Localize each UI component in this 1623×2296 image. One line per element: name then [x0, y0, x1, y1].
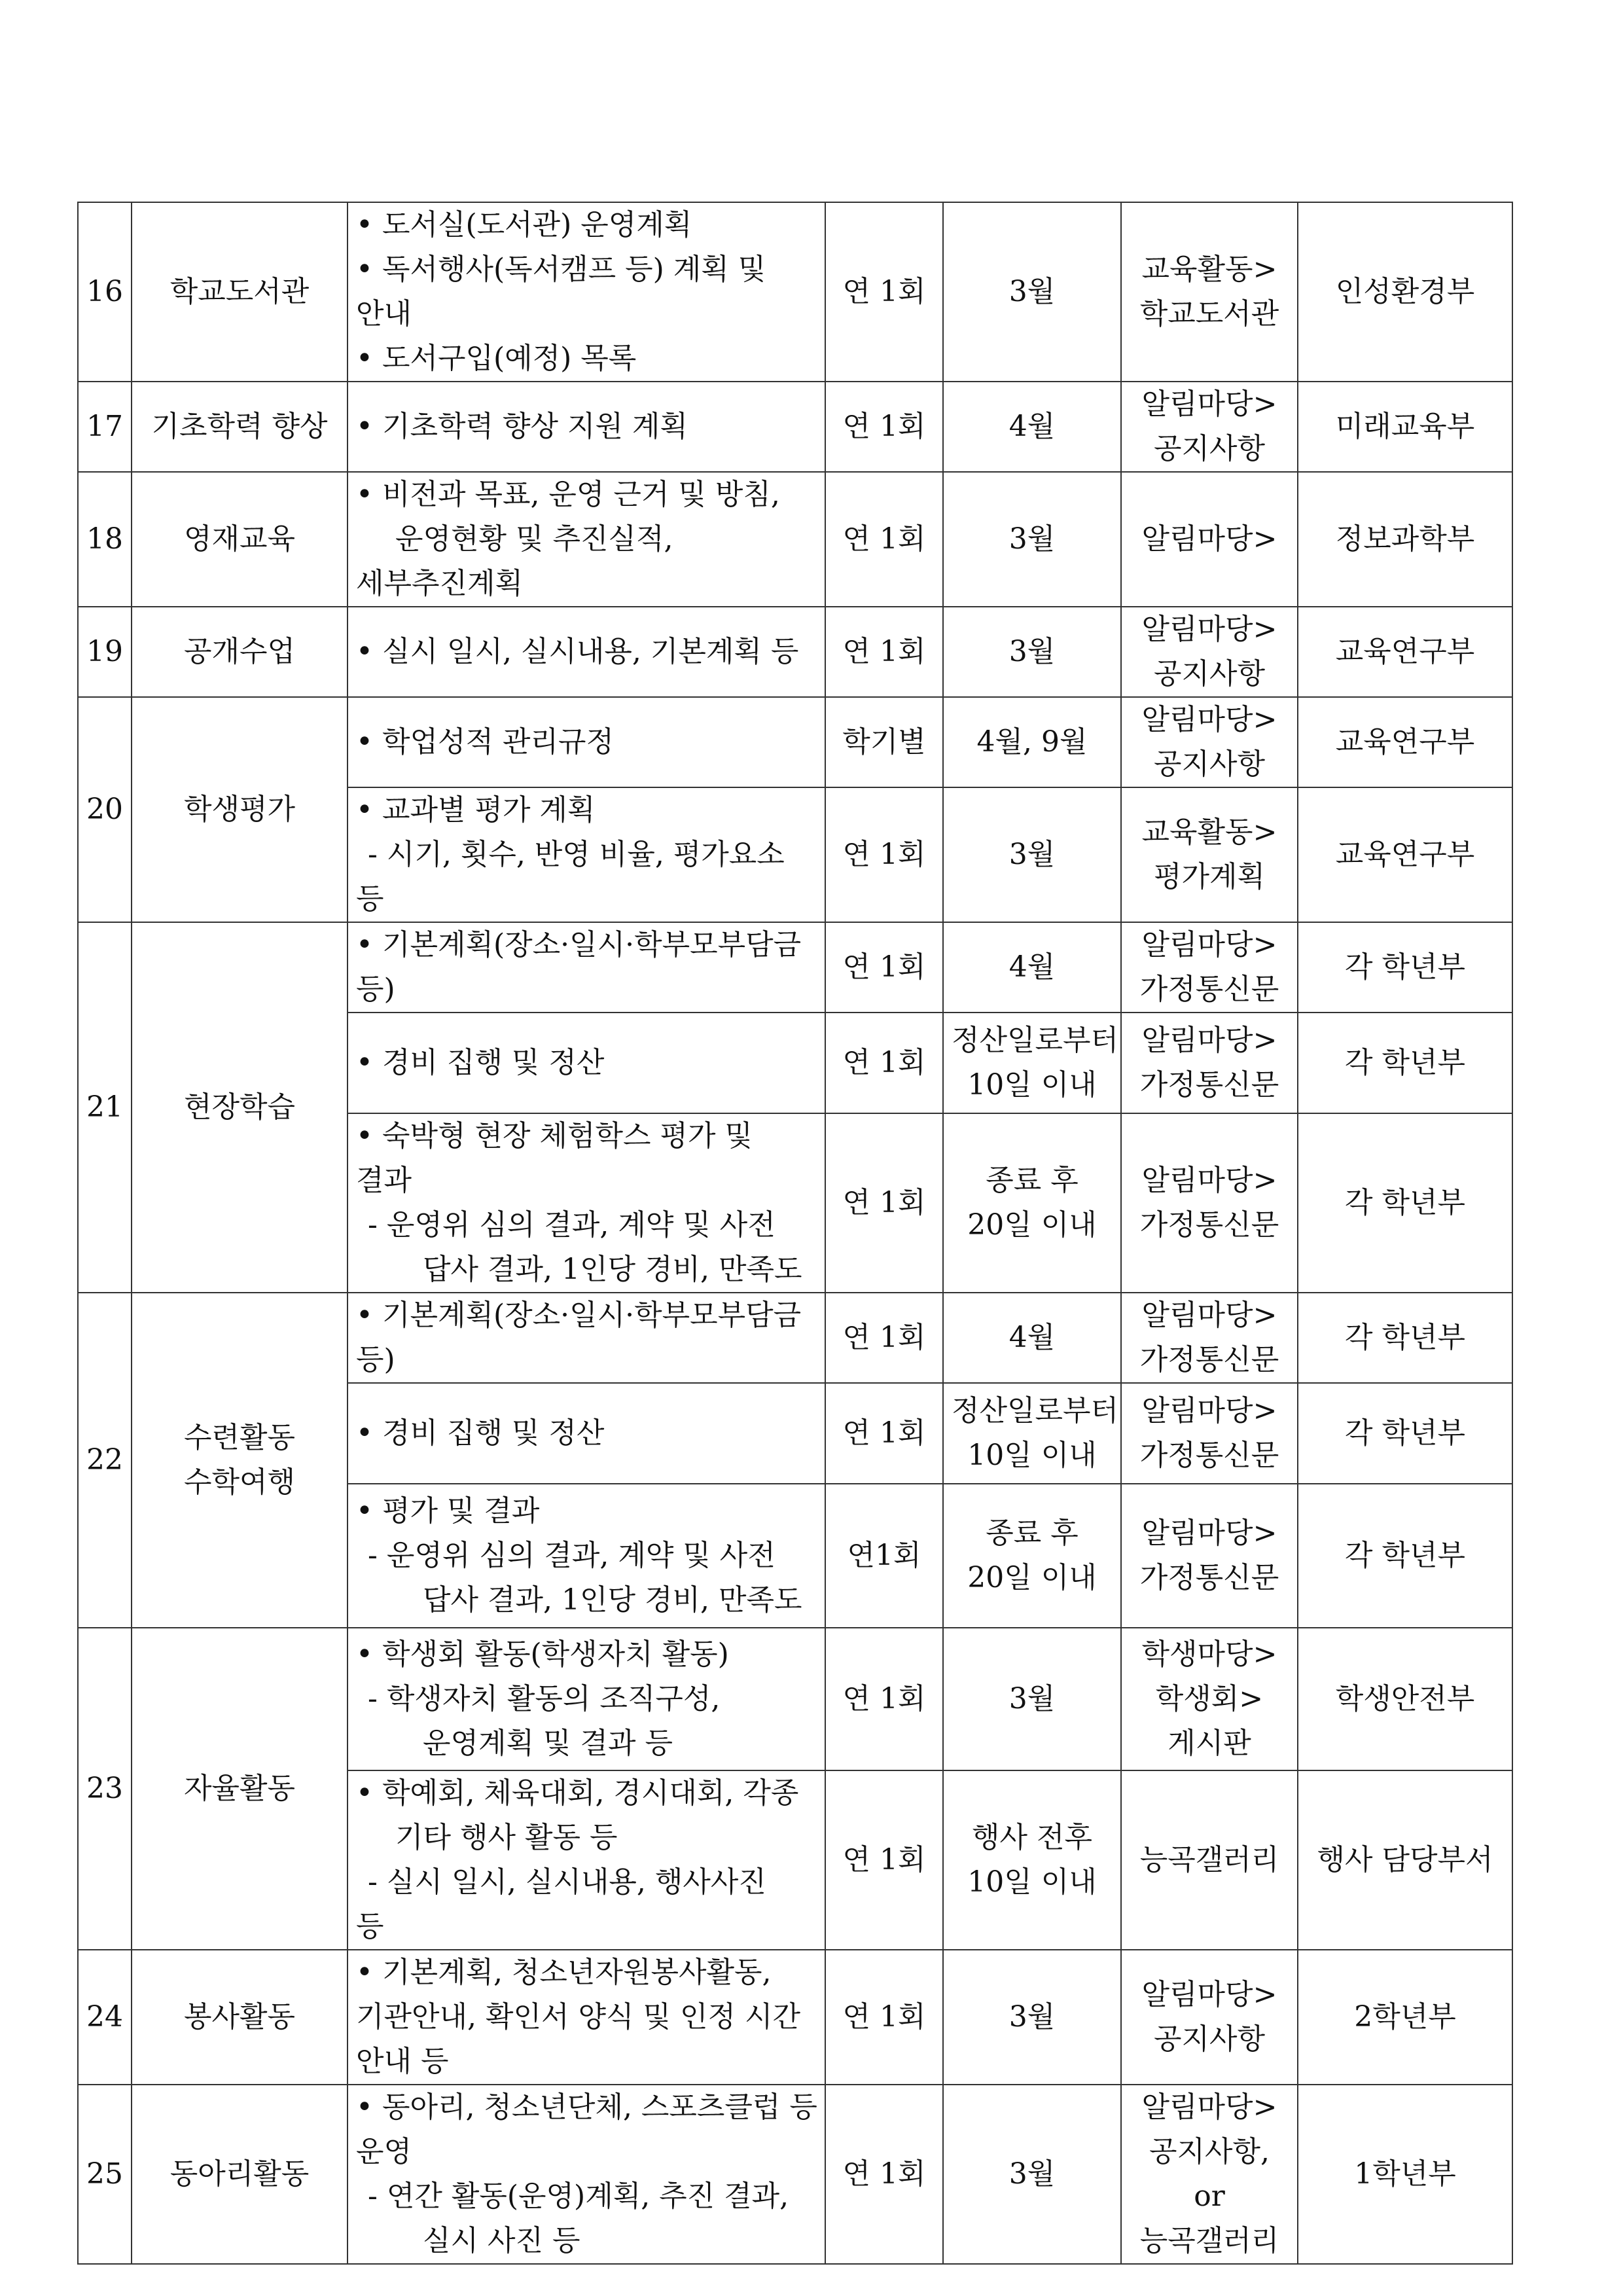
disclosure-content-line: - 시기, 횟수, 반영 비율, 평가요소: [368, 838, 785, 871]
item-number: 21: [78, 922, 132, 1293]
disclosure-content-line: 등: [356, 1910, 384, 1943]
disclosure-content-line: • 경비 집행 및 정산: [356, 1046, 605, 1079]
disclosure-content-line: 답사 결과, 1인당 경비, 만족도: [423, 1583, 802, 1617]
disclosure-timing: [943, 1770, 1121, 1950]
responsible-department: 교육연구부: [1298, 607, 1512, 697]
posting-location: [1121, 382, 1298, 472]
posting-location-line: 가정통신문: [1139, 1439, 1279, 1472]
responsible-department: 교육연구부: [1298, 697, 1512, 787]
disclosure-content-line: • 경비 집행 및 정산: [356, 1416, 605, 1450]
disclosure-content-line: 운영현황 및 추진실적,: [395, 522, 673, 556]
disclosure-content-line: 등): [356, 1343, 395, 1376]
posting-location-line: or: [1194, 2179, 1225, 2213]
table-row: [78, 1950, 1512, 2085]
disclosure-timing: [943, 1484, 1121, 1628]
posting-location: [1121, 1113, 1298, 1293]
disclosure-content-line: • 기본계획, 청소년자원봉사활동,: [356, 1956, 772, 1989]
posting-location-line: 능곡갤러리: [1139, 1843, 1279, 1876]
posting-location-line: 가정통신문: [1139, 1208, 1279, 1242]
disclosure-cycle: 학기별: [825, 697, 943, 787]
posting-location-line: 가정통신문: [1139, 1068, 1279, 1102]
responsible-department: 각 학년부: [1298, 922, 1512, 1013]
disclosure-timing-line: 정산일로부터: [952, 1024, 1119, 1057]
disclosure-content-line: • 기본계획(장소·일시·학부모부담금: [356, 928, 802, 961]
disclosure-content: [348, 697, 825, 787]
disclosure-content: [348, 1113, 825, 1293]
disclosure-cycle: 연 1회: [825, 922, 943, 1013]
disclosure-content-line: - 실시 일시, 실시내용, 행사사진: [368, 1865, 766, 1899]
disclosure-timing-line: 3월: [1008, 2157, 1056, 2191]
posting-location-line: 공지사항: [1153, 657, 1265, 691]
disclosure-timing: [943, 1293, 1121, 1383]
disclosure-timing-line: 4월: [1008, 950, 1056, 984]
posting-location-line: 학교도서관: [1139, 297, 1279, 331]
disclosure-content: [348, 1950, 825, 2085]
item-name: [132, 472, 348, 607]
posting-location: [1121, 787, 1298, 922]
posting-location: [1121, 202, 1298, 382]
disclosure-content-line: 안내 등: [356, 2045, 449, 2078]
disclosure-timing-line: 종료 후: [986, 1164, 1079, 1197]
disclosure-cycle: 연 1회: [825, 1113, 943, 1293]
disclosure-content-line: • 숙박형 현장 체험학스 평가 및: [356, 1119, 753, 1153]
posting-location: [1121, 697, 1298, 787]
disclosure-timing-line: 20일 이내: [967, 1561, 1097, 1594]
disclosure-content: [348, 787, 825, 922]
disclosure-timing: [943, 2085, 1121, 2264]
posting-location: [1121, 1484, 1298, 1628]
disclosure-content: [348, 1484, 825, 1628]
posting-location: [1121, 472, 1298, 607]
disclosure-cycle: 연 1회: [825, 1013, 943, 1113]
disclosure-content-line: 운영계획 및 결과 등: [423, 1727, 673, 1760]
disclosure-content: [348, 472, 825, 607]
posting-location-line: 알림마당>: [1141, 2090, 1277, 2124]
responsible-department: 인성환경부: [1298, 202, 1512, 382]
disclosure-content-line: • 도서실(도서관) 운영계획: [356, 208, 692, 242]
disclosure-timing-line: 10일 이내: [967, 1439, 1097, 1472]
disclosure-content-line: 결과: [356, 1164, 412, 1197]
item-number: 24: [78, 1950, 132, 2085]
item-name: [132, 382, 348, 472]
disclosure-content-line: • 평가 및 결과: [356, 1494, 540, 1528]
disclosure-content-line: - 연간 활동(운영)계획, 추진 결과,: [368, 2179, 789, 2213]
posting-location: [1121, 1628, 1298, 1770]
item-number: 20: [78, 697, 132, 922]
disclosure-timing-line: 10일 이내: [967, 1068, 1097, 1102]
posting-location-line: 게시판: [1168, 1727, 1251, 1760]
disclosure-timing: [943, 1950, 1121, 2085]
disclosure-content-line: • 독서행사(독서캠프 등) 계획 및: [356, 253, 766, 286]
disclosure-cycle: 연 1회: [825, 1628, 943, 1770]
disclosure-content-line: - 운영위 심의 결과, 계약 및 사전: [368, 1208, 776, 1242]
responsible-department: 1학년부: [1298, 2085, 1512, 2264]
disclosure-cycle: 연 1회: [825, 1293, 943, 1383]
disclosure-timing: [943, 1628, 1121, 1770]
disclosure-timing-line: 3월: [1008, 2000, 1056, 2034]
disclosure-content-line: 답사 결과, 1인당 경비, 만족도: [423, 1253, 802, 1286]
posting-location-line: 알림마당>: [1141, 928, 1277, 961]
posting-location-line: 평가계획: [1153, 860, 1265, 893]
disclosure-content: [348, 1628, 825, 1770]
item-name: [132, 697, 348, 922]
disclosure-timing-line: 20일 이내: [967, 1208, 1097, 1242]
posting-location: [1121, 922, 1298, 1013]
disclosure-content-line: 실시 사진 등: [423, 2224, 580, 2257]
disclosure-content-line: 운영: [356, 2135, 412, 2168]
responsible-department: 각 학년부: [1298, 1484, 1512, 1628]
responsible-department: 정보과학부: [1298, 472, 1512, 607]
table-row: [78, 1293, 1512, 1383]
item-number: 23: [78, 1628, 132, 1950]
disclosure-cycle: 연 1회: [825, 382, 943, 472]
posting-location-line: 알림마당>: [1141, 1516, 1277, 1550]
table-row: [78, 922, 1512, 1013]
disclosure-cycle: 연 1회: [825, 787, 943, 922]
disclosure-timing-line: 3월: [1008, 275, 1056, 308]
item-name-line: 자율활동: [183, 1772, 295, 1805]
item-name: [132, 607, 348, 697]
table-row: [78, 607, 1512, 697]
disclosure-cycle: 연 1회: [825, 202, 943, 382]
disclosure-content-line: • 학생회 활동(학생자치 활동): [356, 1638, 729, 1671]
disclosure-content-line: • 기초학력 향상 지원 계획: [356, 410, 688, 443]
item-name: [132, 1950, 348, 2085]
posting-location: [1121, 2085, 1298, 2264]
disclosure-timing: [943, 1383, 1121, 1484]
posting-location-line: 가정통신문: [1139, 1561, 1279, 1594]
item-name-line: 학생평가: [183, 793, 295, 826]
disclosure-cycle: 연 1회: [825, 1383, 943, 1484]
disclosure-content-line: • 학업성적 관리규정: [356, 725, 614, 759]
table-row: [78, 472, 1512, 607]
disclosure-cycle: 연 1회: [825, 472, 943, 607]
posting-location-line: 알림마당>: [1141, 387, 1277, 421]
item-name-line: 현장학습: [183, 1090, 295, 1124]
posting-location-line: 공지사항: [1153, 747, 1265, 781]
posting-location-line: 알림마당>: [1141, 1978, 1277, 2011]
item-number: 16: [78, 202, 132, 382]
table-row: [78, 382, 1512, 472]
item-number: 18: [78, 472, 132, 607]
disclosure-content: [348, 202, 825, 382]
posting-location-line: 알림마당>: [1141, 1394, 1277, 1427]
disclosure-timing-line: 4월: [1008, 1321, 1056, 1354]
responsible-department: 행사 담당부서: [1298, 1770, 1512, 1950]
posting-location: [1121, 1293, 1298, 1383]
disclosure-timing-line: 종료 후: [986, 1516, 1079, 1550]
disclosure-cycle: 연 1회: [825, 2085, 943, 2264]
posting-location-line: 능곡갤러리: [1139, 2224, 1279, 2257]
posting-location-line: 가정통신문: [1139, 1343, 1279, 1376]
responsible-department: 학생안전부: [1298, 1628, 1512, 1770]
disclosure-content-line: • 도서구입(예정) 목록: [356, 342, 637, 375]
posting-location-line: 알림마당>: [1141, 613, 1277, 646]
disclosure-content-line: 등: [356, 882, 384, 916]
posting-location-line: 알림마당>: [1141, 522, 1277, 556]
table-row: [78, 1628, 1512, 1770]
table-row: [78, 697, 1512, 787]
table-row: [78, 2085, 1512, 2264]
posting-location-line: 교육활동>: [1141, 253, 1277, 286]
posting-location-line: 알림마당>: [1141, 1164, 1277, 1197]
disclosure-timing-line: 3월: [1008, 635, 1056, 668]
disclosure-timing-line: 4월, 9월: [976, 725, 1088, 759]
item-number: 22: [78, 1293, 132, 1628]
disclosure-timing-line: 행사 전후: [971, 1821, 1092, 1854]
item-name-line: 수련활동: [183, 1421, 295, 1454]
disclosure-timing-line: 10일 이내: [967, 1865, 1097, 1899]
responsible-department: 교육연구부: [1298, 787, 1512, 922]
item-name: [132, 1628, 348, 1950]
disclosure-content-line: • 비전과 목표, 운영 근거 및 방침,: [356, 478, 780, 511]
posting-location-line: 알림마당>: [1141, 1024, 1277, 1057]
item-name: [132, 2085, 348, 2264]
disclosure-table: [77, 202, 1513, 2265]
responsible-department: 각 학년부: [1298, 1113, 1512, 1293]
item-name-line: 봉사활동: [183, 2000, 295, 2034]
disclosure-timing: [943, 697, 1121, 787]
posting-location-line: 공지사항: [1153, 432, 1265, 465]
disclosure-content-line: • 실시 일시, 실시내용, 기본계획 등: [356, 635, 799, 668]
disclosure-content-line: 기타 행사 활동 등: [395, 1821, 618, 1854]
posting-location: [1121, 1383, 1298, 1484]
disclosure-timing: [943, 1113, 1121, 1293]
item-name: [132, 922, 348, 1293]
disclosure-timing-line: 4월: [1008, 410, 1056, 443]
disclosure-content: [348, 382, 825, 472]
disclosure-timing: [943, 922, 1121, 1013]
disclosure-content-line: • 교과별 평가 계획: [356, 793, 596, 827]
disclosure-cycle: 연 1회: [825, 1950, 943, 2085]
disclosure-cycle: 연1회: [825, 1484, 943, 1628]
item-name: [132, 202, 348, 382]
disclosure-content: [348, 1013, 825, 1113]
item-name-line: 영재교육: [183, 522, 295, 556]
disclosure-timing-line: 3월: [1008, 522, 1056, 556]
posting-location: [1121, 607, 1298, 697]
posting-location-line: 공지사항,: [1149, 2135, 1270, 2168]
responsible-department: 각 학년부: [1298, 1013, 1512, 1113]
posting-location-line: 교육활동>: [1141, 816, 1277, 849]
item-name-line: 공개수업: [183, 635, 295, 668]
item-name-line: 동아리활동: [169, 2157, 310, 2191]
disclosure-content: [348, 1293, 825, 1383]
posting-location-line: 학생마당>: [1141, 1638, 1277, 1671]
item-name: [132, 1293, 348, 1628]
disclosure-timing-line: 정산일로부터: [952, 1394, 1119, 1427]
item-number: 19: [78, 607, 132, 697]
posting-location: [1121, 1770, 1298, 1950]
table-row: [78, 202, 1512, 382]
disclosure-timing-line: 3월: [1008, 1682, 1056, 1715]
disclosure-timing: [943, 787, 1121, 922]
disclosure-content-line: • 기본계획(장소·일시·학부모부담금: [356, 1299, 802, 1332]
disclosure-timing: [943, 1013, 1121, 1113]
disclosure-timing: [943, 382, 1121, 472]
disclosure-content-line: 등): [356, 973, 395, 1006]
posting-location-line: 알림마당>: [1141, 1299, 1277, 1332]
disclosure-content: [348, 607, 825, 697]
disclosure-cycle: 연 1회: [825, 607, 943, 697]
responsible-department: 미래교육부: [1298, 382, 1512, 472]
disclosure-content-line: 세부추진계획: [356, 567, 524, 600]
disclosure-timing: [943, 607, 1121, 697]
posting-location-line: 공지사항: [1153, 2022, 1265, 2056]
disclosure-content-line: - 학생자치 활동의 조직구성,: [368, 1682, 721, 1715]
disclosure-content-line: 안내: [356, 297, 412, 331]
posting-location-line: 알림마당>: [1141, 703, 1277, 736]
disclosure-cycle: 연 1회: [825, 1770, 943, 1950]
item-name-line: 수학여행: [183, 1465, 295, 1499]
disclosure-content-line: - 운영위 심의 결과, 계약 및 사전: [368, 1539, 776, 1572]
item-number: 25: [78, 2085, 132, 2264]
posting-location: [1121, 1013, 1298, 1113]
item-name-line: 학교도서관: [169, 275, 310, 308]
disclosure-timing: [943, 472, 1121, 607]
disclosure-timing: [943, 202, 1121, 382]
posting-location: [1121, 1950, 1298, 2085]
disclosure-content: [348, 2085, 825, 2264]
disclosure-content-line: 기관안내, 확인서 양식 및 인정 시간: [356, 2000, 800, 2034]
responsible-department: 각 학년부: [1298, 1293, 1512, 1383]
item-name-line: 기초학력 향상: [151, 410, 328, 443]
disclosure-timing-line: 3월: [1008, 838, 1056, 871]
disclosure-content: [348, 1770, 825, 1950]
responsible-department: 각 학년부: [1298, 1383, 1512, 1484]
disclosure-content-line: • 학예회, 체육대회, 경시대회, 각종: [356, 1776, 799, 1810]
posting-location-line: 학생회>: [1155, 1682, 1264, 1715]
disclosure-content: [348, 1383, 825, 1484]
responsible-department: 2학년부: [1298, 1950, 1512, 2085]
disclosure-content-line: • 동아리, 청소년단체, 스포츠클럽 등: [356, 2090, 817, 2124]
item-number: 17: [78, 382, 132, 472]
disclosure-content: [348, 922, 825, 1013]
posting-location-line: 가정통신문: [1139, 973, 1279, 1006]
